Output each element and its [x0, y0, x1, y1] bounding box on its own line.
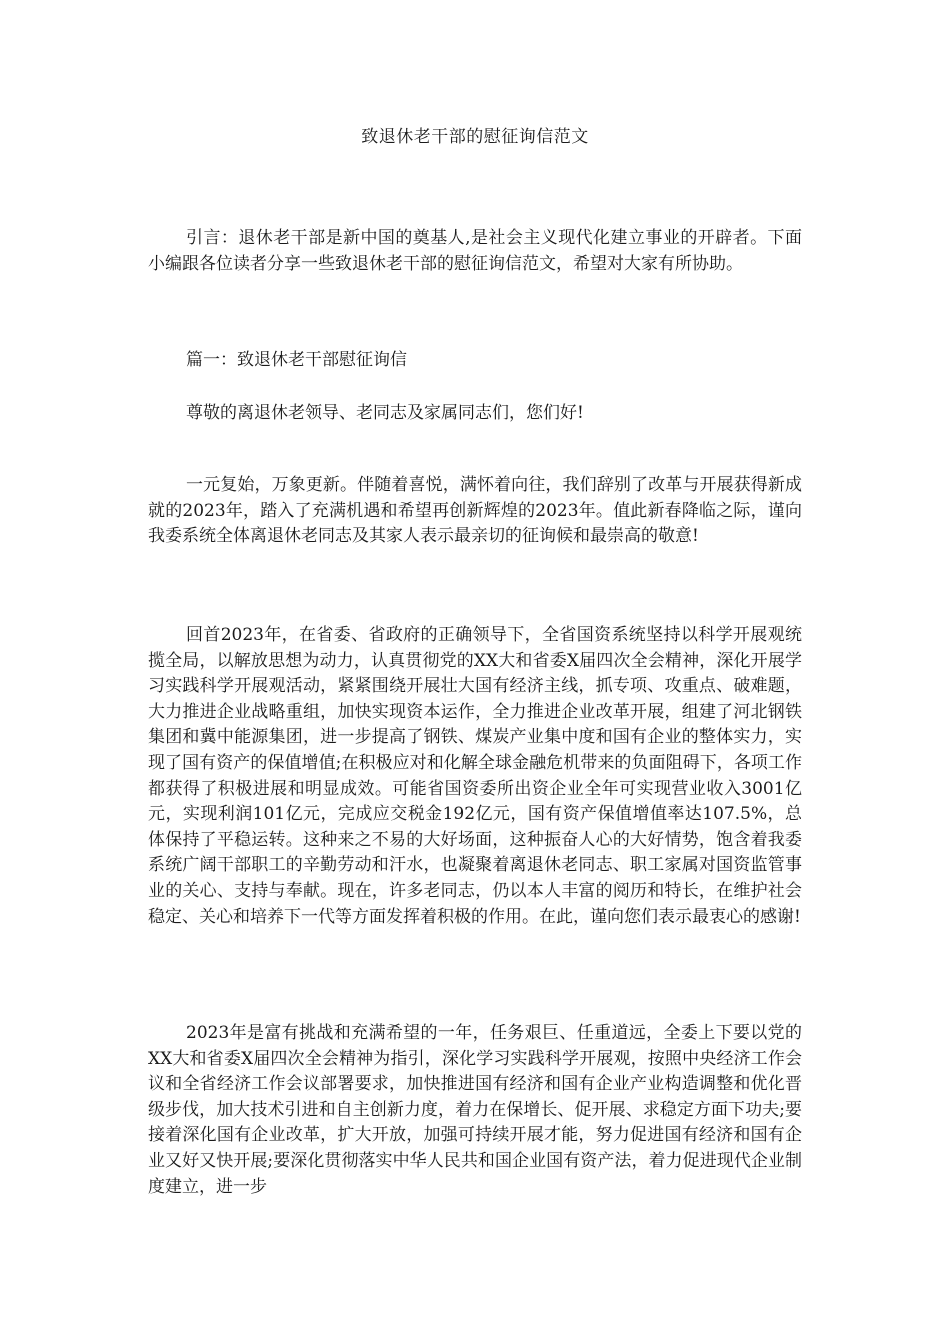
- body-paragraph-3: 2023年是富有挑战和充满希望的一年，任务艰巨、任重道远，全委上下要以党的XX大和省委X届四次全会精神为指引，深化学习实践科学开展观，按照中央经济工作会议和全省经济工作会议部署要求，加快推进国有经济和国有企业产业构造调整和优化晋级步伐，加大技术引进和自主创新力度，着力在保增长、促开展、求稳定方面下功夫;要接着深化国有企业改革，扩大开放，加强可持续开展才能，努力促进国有经济和国有企业又好又快开展;要深化贯彻落实中华人民共和国企业国有资产法，着力促进现代企业制度建立，进一步: [148, 1023, 802, 1197]
- body-paragraph-1: 一元复始，万象更新。伴随着喜悦，满怀着向往，我们辞别了改革与开展获得新成就的2023年，踏入了充满机遇和希望再创新辉煌的2023年。值此新春降临之际，谨向我委系统全体离退休老同志及其家人表示最亲切的征询候和最崇高的敬意!: [148, 475, 802, 547]
- intro-paragraph: 引言：退休老干部是新中国的奠基人,是社会主义现代化建立事业的开辟者。下面小编跟各位读者分享一些致退休老干部的慰征询信范文，希望对大家有所协助。: [148, 228, 802, 274]
- greeting-line: 尊敬的离退休老领导、老同志及家属同志们，您们好!: [186, 403, 584, 423]
- document-title: 致退休老干部的慰征询信范文: [361, 127, 589, 147]
- chapter-heading: 篇一：致退休老干部慰征询信: [186, 350, 407, 370]
- body-paragraph-2: 回首2023年，在省委、省政府的正确领导下，全省国资系统坚持以科学开展观统揽全局，以解放思想为动力，认真贯彻党的XX大和省委X届四次全会精神，深化开展学习实践科学开展观活动，紧紧围绕开展壮大国有经济主线，抓专项、攻重点、破难题，大力推进企业战略重组，加快实现资本运作，全力推进企业改革开展，组建了河北钢铁集团和冀中能源集团，进一步提高了钢铁、煤炭产业集中度和国有企业的整体实力，实现了国有资产的保值增值;在积极应对和化解全球金融危机带来的负面阻碍下，各项工作都获得了积极进展和明显成效。可能省国资委所出资企业全年可实现营业收入3001亿元，实现利润101亿元，完成应交税金192亿元，国有资产保值增值率达107.5%，总体保持了平稳运转。这种来之不易的大好场面，这种振奋人心的大好情势，饱含着我委系统广阔干部职工的辛勤劳动和汗水，也凝聚着离退休老同志、职工家属对国资监管事业的关心、支持与奉献。现在，许多老同志，仍以本人丰富的阅历和特长，在维护社会稳定、关心和培养下一代等方面发挥着积极的作用。在此，谨向您们表示最衷心的感谢!: [148, 625, 802, 927]
